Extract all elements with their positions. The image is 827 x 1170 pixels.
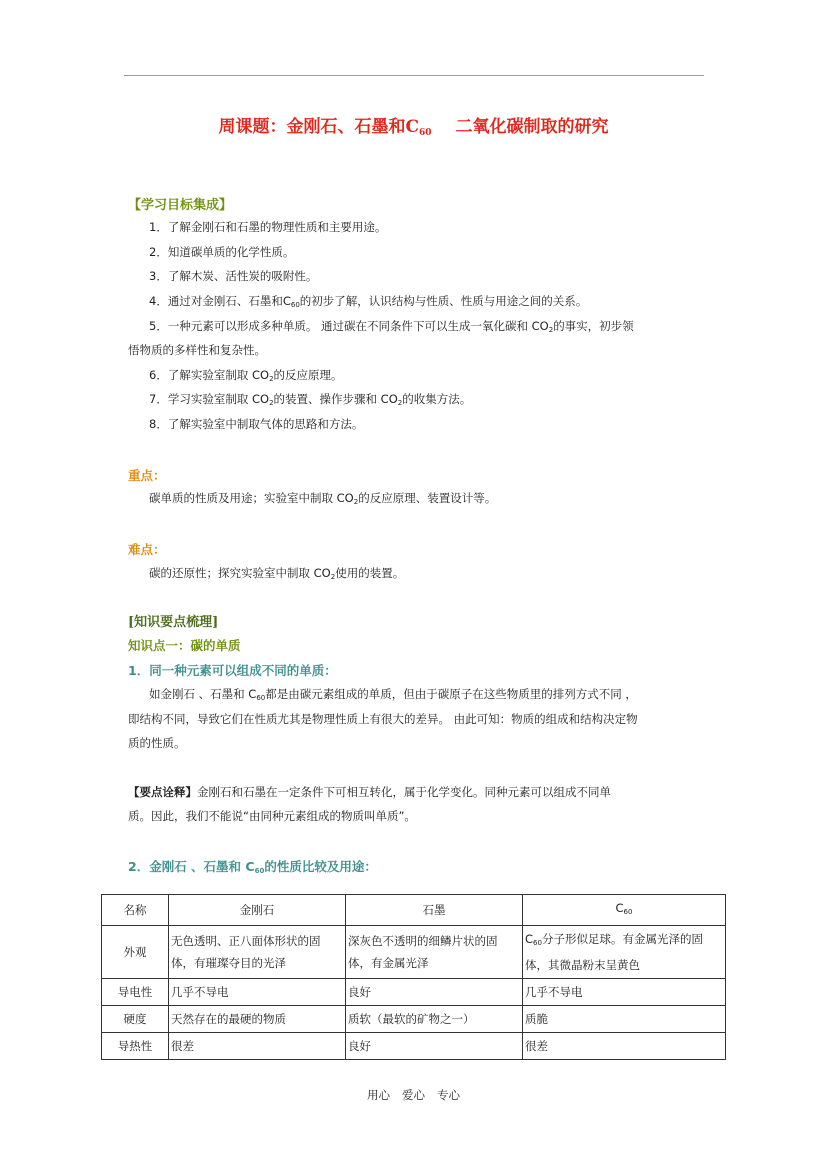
table-row: 导热性 很差 良好 很差 [102,1033,726,1060]
knowledge-point-1: 知识点一：碳的单质 [128,638,241,653]
goals-heading: 【学习目标集成】 [128,198,233,213]
subsection-2-heading: 2．金刚石 、石墨和 C60的性质比较及用途： [128,859,377,875]
header-diamond: 金刚石 [169,895,346,926]
page-footer [0,1087,827,1103]
para1-line2: 即结构不同，导致它们在性质尤其是物理性质上有很大的差异。 由此可知：物质的组成和结构决定物 [128,712,638,726]
knowledge-heading: [知识要点梳理] [128,615,219,630]
para1-line1: 如金刚石 、石墨和 C60都是由碳元素组成的单质，但由于碳原子在这些物质里的排列方式不同 ， [149,687,637,702]
table-row: 外观 无色透明、正八面体形状的固体，有璀璨夺目的光泽 深灰色不透明的细鳞片状的固体，有金属光泽 C60分子形似足球。有金属光泽的固体，其微晶粉末呈黄色 [102,926,726,979]
header-name: 名称 [102,895,169,926]
goal-item-1: 1．了解金刚石和石墨的物理性质和主要用途。 [149,220,387,234]
footer-word: 专心 [437,1088,460,1102]
difficulty-text: 碳的还原性；探究实验室中制取 CO2使用的装置。 [149,566,405,581]
table-row: 硬度 天然存在的最硬的物质 质软（最软的矿物之一） 质脆 [102,1006,726,1033]
goal-item-8: 8．了解实验室中制取气体的思路和方法。 [149,417,364,431]
title-c-subscript: 60 [419,128,432,138]
difficulty-heading: 难点： [128,542,166,557]
goal-item-7: 7．学习实验室制取 CO2的装置、操作步骤和 CO2的收集方法。 [149,392,472,407]
page-title [0,112,827,138]
key-point-text: 碳单质的性质及用途；实验室中制取 CO2的反应原理、装置设计等。 [149,491,497,506]
para1-line3: 质的性质。 [128,736,186,750]
goal-item-4: 4．通过对金刚石、石墨和C60的初步了解，认识结构与性质、性质与用途之间的关系。 [149,294,588,309]
header-graphite: 石墨 [346,895,523,926]
goal-item-6: 6．了解实验室制取 CO2的反应原理。 [149,368,343,383]
comparison-table [101,894,726,1060]
note-line2: 质。因此，我们不能说“由同种元素组成的物质叫单质”。 [128,809,416,823]
footer-word: 用心 [367,1088,390,1102]
footer-word: 爱心 [402,1088,425,1102]
note-line1: 【要点诠释】金刚石和石墨在一定条件下可相互转化，属于化学变化。同种元素可以组成不同单 [128,785,611,799]
goal-item-5: 5．一种元素可以形成多种单质。 通过碳在不同条件下可以生成一氧化碳和 CO2的事实，初步领 [149,319,634,334]
subsection-1-heading: 1．同一种元素可以组成不同的单质： [128,663,337,678]
header-c60: C60 [523,895,726,926]
goal-item-3: 3．了解木炭、活性炭的吸附性。 [149,269,318,283]
goal-item-2: 2．知道碳单质的化学性质。 [149,245,295,259]
title-c: C [405,117,419,137]
header-rule [124,75,704,76]
table-header-row [102,895,726,926]
goal-item-5-cont: 悟物质的多样性和复杂性。 [128,343,266,357]
table-row: 导电性 几乎不导电 良好 几乎不导电 [102,979,726,1006]
key-point-heading: 重点： [128,468,166,483]
title-part1: 周课题：金刚石、石墨和 [218,117,406,137]
title-part2: 二氧化碳制取的研究 [455,117,609,137]
